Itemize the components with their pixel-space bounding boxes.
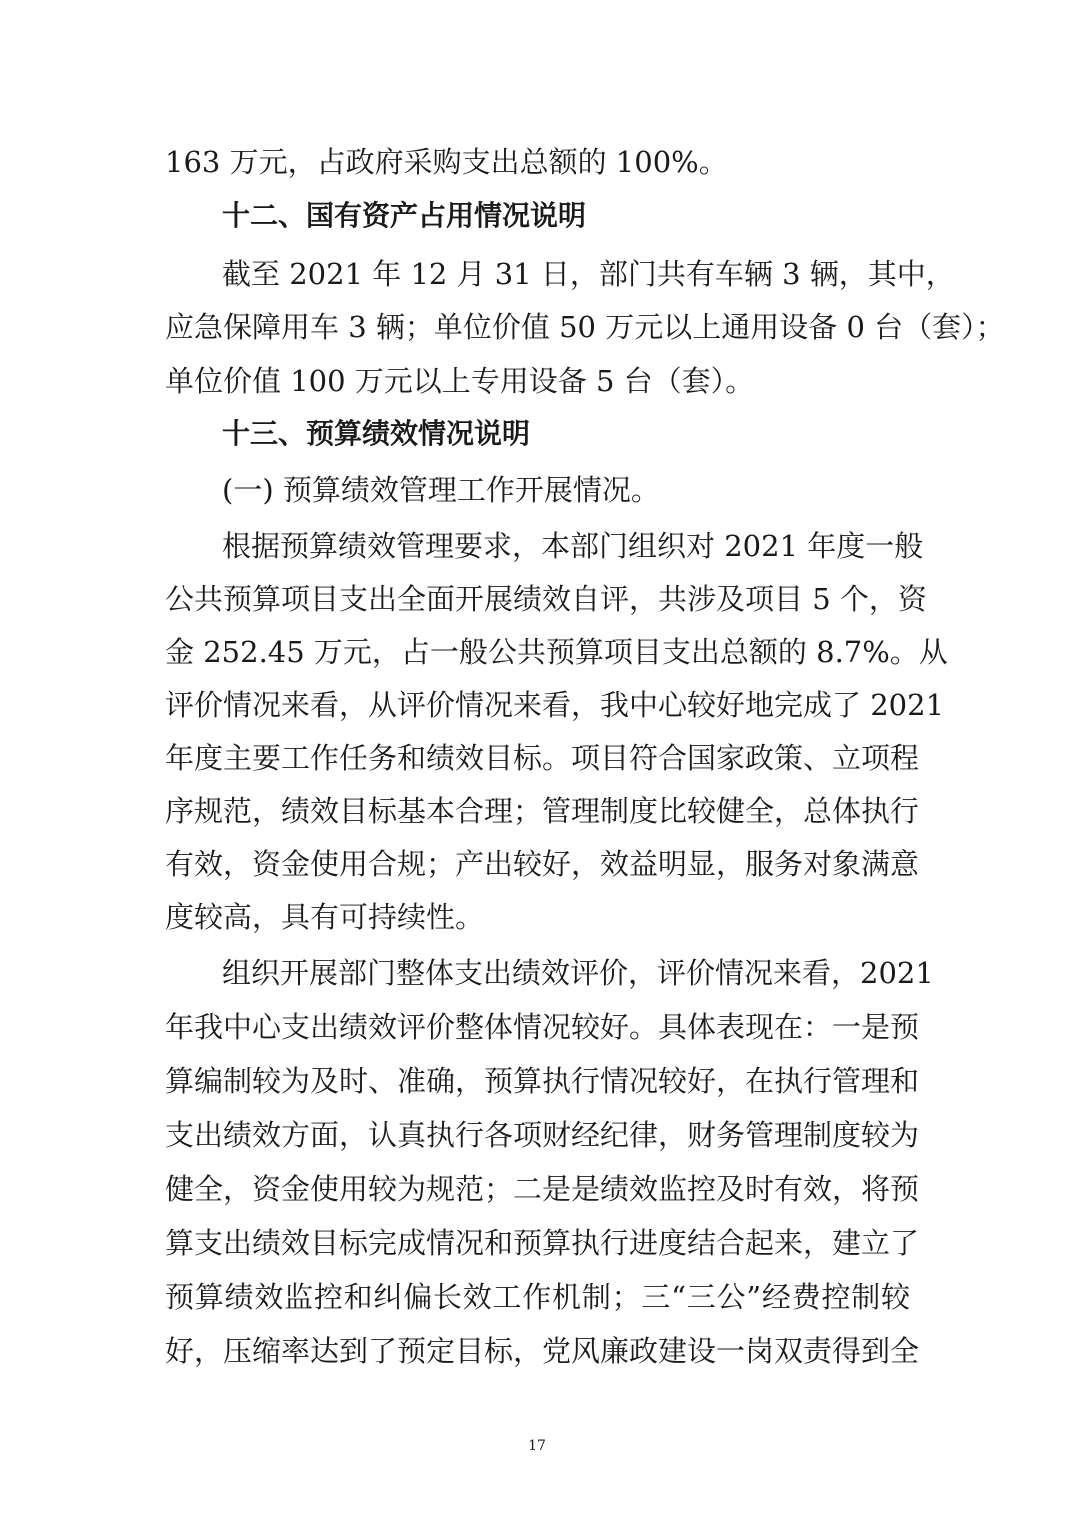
paragraph-line: 单位价值 100 万元以上专用设备 5 台（套）。: [165, 364, 755, 398]
page-number: 17: [528, 1438, 546, 1454]
section-heading-12: 十二、国有资产占用情况说明: [222, 199, 587, 232]
paragraph-line: 金 252.45 万元，占一般公共预算项目支出总额的 8.7%。从: [165, 635, 948, 669]
paragraph-line: 年度主要工作任务和绩效目标。项目符合国家政策、立项程: [165, 741, 920, 775]
paragraph-line: 好，压缩率达到了预定目标，党风廉政建设一岗双责得到全: [165, 1334, 920, 1368]
paragraph-line: 根据预算绩效管理要求，本部门组织对 2021 年度一般: [222, 529, 924, 563]
paragraph-line: 有效，资金使用合规；产出较好，效益明显，服务对象满意: [165, 847, 920, 881]
paragraph-line: 163 万元，占政府采购支出总额的 100%。: [165, 145, 728, 179]
subsection-heading: (一) 预算绩效管理工作开展情况。: [222, 473, 660, 507]
paragraph-line: 健全，资金使用较为规范；二是是绩效监控及时有效，将预: [165, 1172, 920, 1206]
paragraph-line: 算编制较为及时、准确，预算执行情况较好，在执行管理和: [165, 1064, 920, 1098]
paragraph-line: 截至 2021 年 12 月 31 日，部门共有车辆 3 辆，其中，: [222, 257, 955, 291]
paragraph-line: 序规范，绩效目标基本合理；管理制度比较健全，总体执行: [165, 794, 920, 828]
paragraph-line: 应急保障用车 3 辆；单位价值 50 万元以上通用设备 0 台（套）；: [165, 310, 1005, 344]
section-heading-13: 十三、预算绩效情况说明: [222, 417, 531, 450]
paragraph-line: 评价情况来看，从评价情况来看，我中心较好地完成了 2021: [165, 688, 945, 722]
paragraph-line: 公共预算项目支出全面开展绩效自评，共涉及项目 5 个，资: [165, 582, 927, 616]
paragraph-line: 度较高，具有可持续性。: [165, 900, 485, 934]
paragraph-line: 组织开展部门整体支出绩效评价，评价情况来看，2021: [222, 956, 934, 990]
paragraph-line: 支出绩效方面，认真执行各项财经纪律，财务管理制度较为: [165, 1118, 920, 1152]
paragraph-line: 预算绩效监控和纠偏长效工作机制；三“三公”经费控制较: [165, 1280, 910, 1314]
paragraph-line: 年我中心支出绩效评价整体情况较好。具体表现在：一是预: [165, 1010, 920, 1044]
paragraph-line: 算支出绩效目标完成情况和预算执行进度结合起来，建立了: [165, 1226, 920, 1260]
